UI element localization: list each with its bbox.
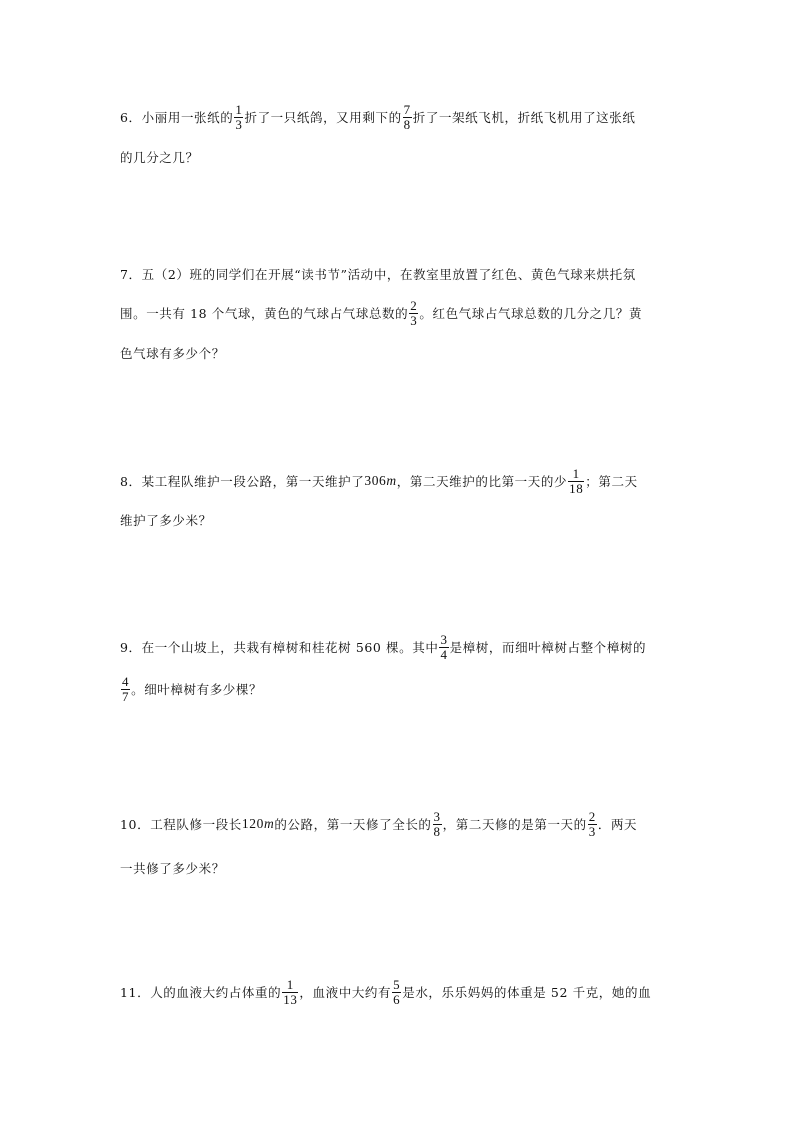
denominator: 8 bbox=[433, 823, 441, 839]
numerator: 3 bbox=[440, 631, 448, 647]
text: 的几分之几？ bbox=[120, 150, 199, 165]
problem-10-line-2 bbox=[120, 848, 225, 888]
number: 306 bbox=[364, 473, 387, 488]
text: ；第二天 bbox=[585, 474, 638, 489]
text: 围。一共有 18 个气球，黄色的气球占气球总数的 bbox=[120, 306, 409, 321]
denominator: 4 bbox=[440, 646, 448, 662]
problem-10-line-1 bbox=[120, 804, 637, 844]
text: 是水，乐乐妈妈的体重是 52 千克，她的血 bbox=[402, 985, 652, 1000]
denominator: 3 bbox=[235, 116, 243, 132]
text: 折了一只纸鸽，又用剩下的 bbox=[244, 110, 402, 125]
numerator: 7 bbox=[403, 101, 411, 117]
problem-6-line-2 bbox=[120, 137, 199, 177]
text: 是樟树，而细叶樟树占整个樟树的 bbox=[449, 640, 647, 655]
denominator: 7 bbox=[122, 688, 130, 704]
problem-9-line-2 bbox=[120, 669, 262, 709]
text: 6．小丽用一张纸的 bbox=[120, 110, 234, 125]
numerator: 2 bbox=[410, 297, 418, 313]
numerator: 4 bbox=[122, 673, 130, 689]
fraction bbox=[282, 978, 298, 1007]
text: 色气球有多少个？ bbox=[120, 346, 225, 361]
denominator: 3 bbox=[410, 312, 418, 328]
text: 。细叶樟树有多少棵？ bbox=[131, 682, 263, 697]
problem-11-line-1 bbox=[120, 972, 651, 1012]
unit: m bbox=[386, 473, 397, 488]
numerator: 2 bbox=[588, 808, 596, 824]
problem-8-line-2 bbox=[120, 500, 212, 540]
denominator: 13 bbox=[283, 991, 298, 1007]
fraction bbox=[234, 103, 243, 132]
fraction bbox=[588, 810, 597, 839]
numerator: 3 bbox=[433, 808, 441, 824]
denominator: 18 bbox=[569, 480, 584, 496]
problem-7-line-2 bbox=[120, 293, 642, 333]
problem-7-line-1 bbox=[120, 254, 636, 294]
numerator: 1 bbox=[572, 465, 580, 481]
text: 11．人的血液大约占体重的 bbox=[120, 985, 282, 1000]
problem-6-line-1 bbox=[120, 97, 635, 137]
problem-8-line-1 bbox=[120, 461, 638, 501]
fraction bbox=[392, 978, 401, 1007]
fraction bbox=[409, 299, 418, 328]
text: ，血液中大约有 bbox=[299, 985, 392, 1000]
problem-9-line-1 bbox=[120, 627, 646, 667]
text: 的公路，第一天修了全长的 bbox=[274, 817, 432, 832]
text: 折了一架纸飞机，折纸飞机用了这张纸 bbox=[412, 110, 636, 125]
denominator: 8 bbox=[403, 116, 411, 132]
fraction bbox=[403, 103, 412, 132]
text: 9．在一个山坡上，共栽有樟树和桂花树 560 棵。其中 bbox=[120, 640, 439, 655]
text: ．两天 bbox=[597, 817, 638, 832]
text: 一共修了多少米？ bbox=[120, 861, 225, 876]
text: 7．五（2）班的同学们在开展“读书节”活动中，在教室里放置了红色、黄色气球来烘托氛 bbox=[120, 267, 636, 282]
problem-7-line-3 bbox=[120, 333, 225, 373]
number: 120 bbox=[241, 816, 264, 831]
denominator: 6 bbox=[393, 991, 401, 1007]
fraction bbox=[433, 810, 442, 839]
unit: m bbox=[263, 816, 275, 831]
fraction bbox=[439, 633, 448, 662]
numerator: 1 bbox=[286, 976, 294, 992]
text: 。红色气球占气球总数的几分之几？黄 bbox=[419, 306, 643, 321]
numerator: 1 bbox=[235, 101, 243, 117]
text: ，第二天修的是第一天的 bbox=[442, 817, 587, 832]
text: 10．工程队修一段长 bbox=[120, 817, 242, 832]
fraction bbox=[121, 675, 130, 704]
text: 8．某工程队维护一段公路，第一天维护了 bbox=[120, 474, 365, 489]
denominator: 3 bbox=[588, 823, 596, 839]
text: ，第二天维护的比第一天的少 bbox=[396, 474, 568, 489]
fraction bbox=[568, 467, 584, 496]
numerator: 5 bbox=[393, 976, 401, 992]
text: 维护了多少米？ bbox=[120, 513, 212, 528]
